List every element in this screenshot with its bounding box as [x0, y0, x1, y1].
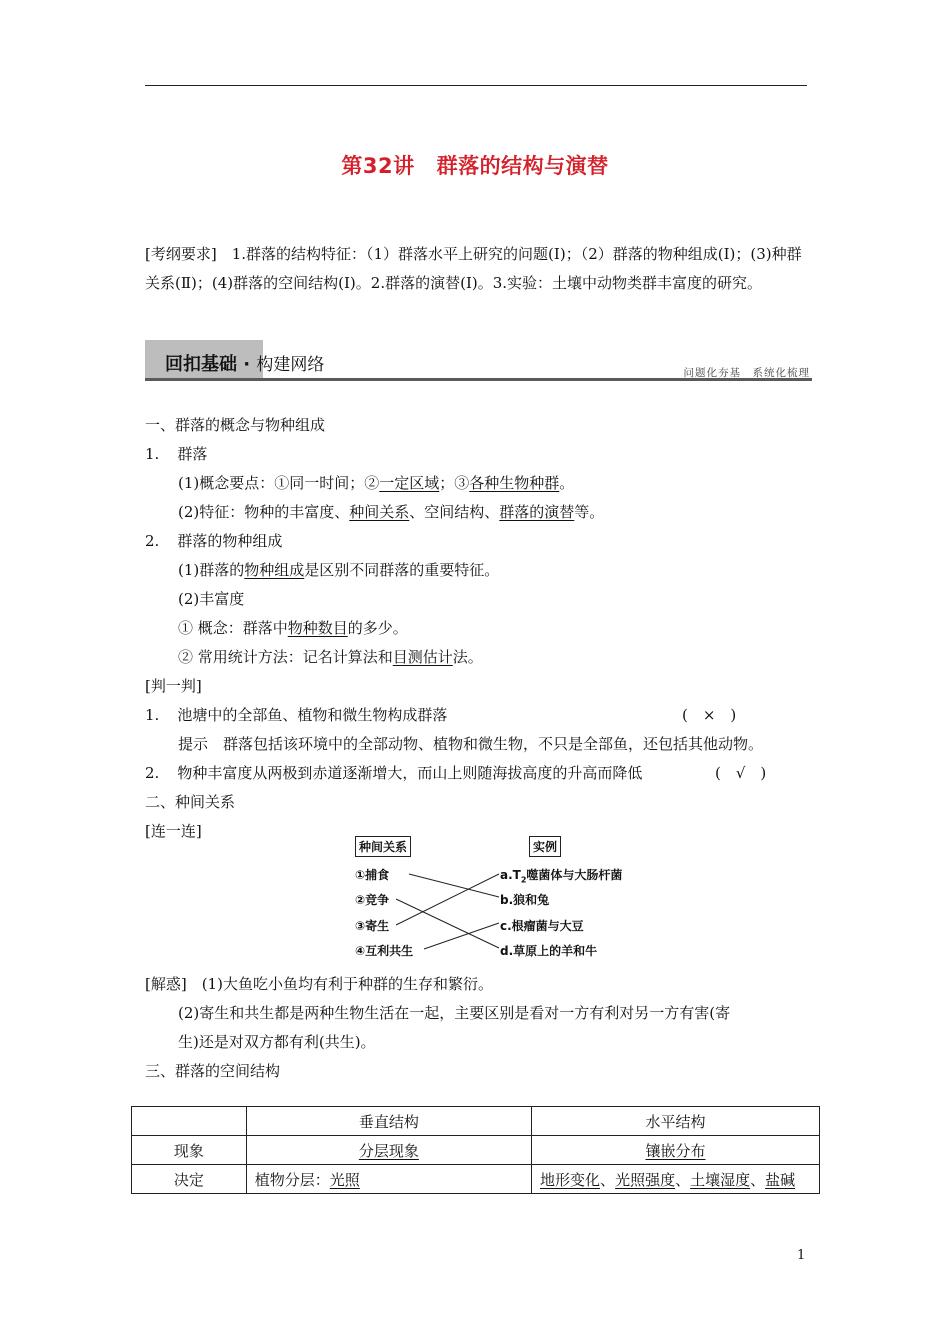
judge-q1: 1. 池塘中的全部鱼、植物和微生物构成群落 — [145, 706, 448, 724]
example-rhizobium: c.根瘤菌与大豆 — [500, 919, 584, 933]
page-title — [0, 150, 950, 180]
item-2-heading: 2. 群落的物种组成 — [145, 532, 283, 550]
judge-hint: 提示 群落包括该环境中的全部动物、植物和微生物，不只是全部鱼，还包括其他动物。 — [178, 735, 764, 753]
connect-heading: [连一连] — [145, 822, 202, 840]
relation-parasitism: ③寄生 — [355, 919, 390, 933]
header-rule — [145, 85, 807, 86]
example-sheep-cattle: d.草原上的羊和牛 — [500, 944, 598, 958]
row-label-determinant: 决定 — [132, 1165, 247, 1194]
judge-q1-answer: ( × ) — [682, 706, 737, 724]
lesson-number: 第32讲 — [341, 154, 415, 178]
horizontal-phenomenon: 镶嵌分布 — [645, 1141, 706, 1160]
concept-points: (1)概念要点：①同一时间；②一定区域；③各种生物种群。 — [178, 474, 575, 492]
item-1-heading: 1. 群落 — [145, 445, 208, 463]
relation-header: 种间关系 — [355, 836, 411, 857]
lesson-name: 群落的结构与演替 — [436, 154, 609, 178]
match-line-mutualism — [424, 923, 499, 949]
section-banner — [145, 340, 812, 384]
section3-heading: 三、群落的空间结构 — [145, 1062, 281, 1080]
judge-q2-answer: ( √ ) — [715, 764, 767, 782]
judge-q2: 2. 物种丰富度从两极到赤道逐渐增大，而山上则随海拔高度的升高而降低 — [145, 764, 643, 782]
table-header-horizontal: 水平结构 — [532, 1107, 820, 1136]
vertical-phenomenon: 分层现象 — [358, 1141, 419, 1160]
banner-tagline: 问题化夯基 系统化梳理 — [683, 367, 810, 379]
features: (2)特征：物种的丰富度、种间关系、空间结构、群落的演替等。 — [178, 503, 605, 521]
example-header: 实例 — [529, 836, 561, 857]
richness-concept: ① 概念：群落中物种数目的多少。 — [178, 619, 408, 637]
spatial-structure-table — [131, 1106, 820, 1194]
relation-mutualism: ④互利共生 — [355, 944, 414, 958]
matching-diagram — [354, 833, 644, 968]
explain-line-2: (2)寄生和共生都是两种生物生活在一起，主要区别是看对一方有利对另一方有害(寄 — [178, 1004, 731, 1022]
section2-heading: 二、种间关系 — [145, 793, 236, 811]
explain-line-1: [解惑] (1)大鱼吃小鱼均有利于种群的生存和繁衍。 — [145, 975, 493, 993]
richness-heading: (2)丰富度 — [178, 590, 245, 608]
banner-title: 回扣基础 · 构建网络 — [165, 354, 325, 375]
page-number: 1 — [797, 1248, 806, 1263]
table-header-empty — [132, 1107, 247, 1136]
table-row — [132, 1136, 820, 1165]
table-header-vertical: 垂直结构 — [246, 1107, 531, 1136]
table-row — [132, 1165, 820, 1194]
horizontal-determinant: 地形变化、光照强度、土壤湿度、盐碱 — [532, 1165, 820, 1194]
match-line-parasitism — [396, 874, 499, 925]
section1-heading: 一、群落的概念与物种组成 — [145, 416, 326, 434]
vertical-determinant: 植物分层：光照 — [246, 1165, 531, 1194]
example-wolf-rabbit: b.狼和兔 — [500, 893, 550, 907]
relation-predation: ①捕食 — [355, 868, 390, 882]
species-composition: (1)群落的物种组成是区别不同群落的重要特征。 — [178, 561, 500, 579]
richness-method: ② 常用统计方法：记名计算法和目测估计法。 — [178, 648, 483, 666]
judge-heading: [判一判] — [145, 677, 202, 695]
match-line-predation — [409, 874, 499, 897]
row-label-phenomenon: 现象 — [132, 1136, 247, 1165]
relation-competition: ②竞争 — [355, 893, 390, 907]
example-phage: $a.T_2$噬菌体与大肠杆菌 — [500, 868, 623, 885]
exam-requirements: [考纲要求] 1.群落的结构特征：（1）群落水平上研究的问题(Ⅰ)；（2）群落的物种组成(Ⅰ)；(3)种群关系(Ⅱ)；(4)群落的空间结构(Ⅰ)。2.群落的演替(Ⅰ)。3.实验：土壤中动物类群丰富度的研究。 — [145, 245, 802, 292]
table-header-row — [132, 1107, 820, 1136]
explain-line-3: 生)还是对双方都有利(共生)。 — [178, 1033, 376, 1051]
